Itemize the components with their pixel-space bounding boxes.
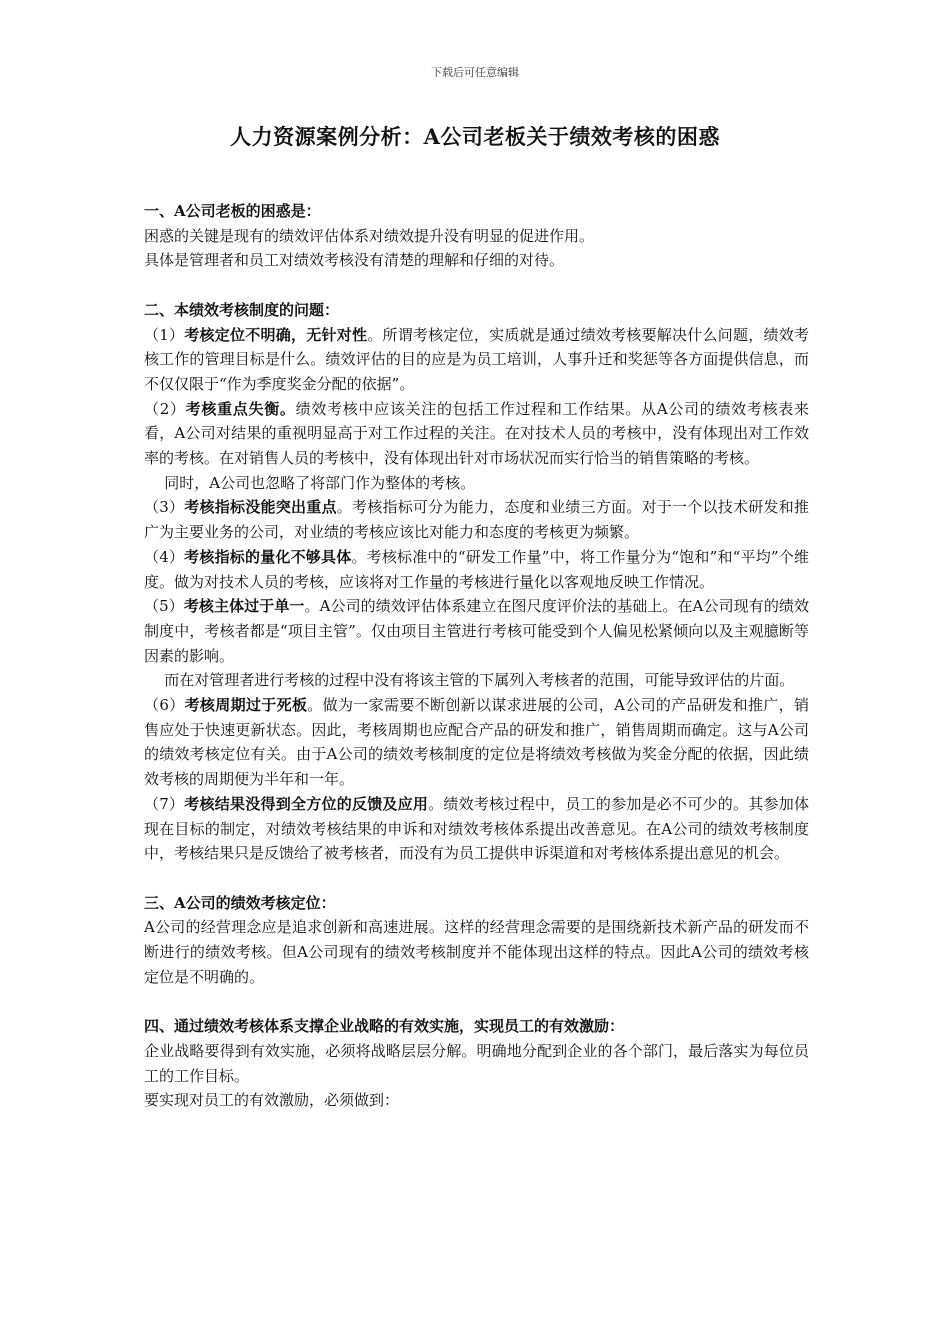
section-1-paragraph-1: 困惑的关键是现有的绩效评估体系对绩效提升没有明显的促进作用。 — [144, 226, 595, 245]
issue-text: 。绩效考核过程中，员工的参加是必不可少的。其参加体现在目标的制定，对绩效考核结果的申诉和对绩效考核体系提出改善意见。在A公司的绩效考核制度中，考核结果只是反馈给了被考核者，而没有为员工提供申诉渠道和对考核体系提出意见的机会。 — [144, 794, 809, 863]
issue-text: 。所谓考核定位，实质就是通过绩效考核要解决什么问题，绩效考核工作的管理目标是什么。绩效评估的目的应是为员工培训，人事升迁和奖惩等各方面提供信息，而不仅仅限于“作为季度奖金分配的依据”。 — [144, 325, 809, 393]
issue-text: 。考核标准中的“研发工作量”中，将工作量分为“饱和”和“平均”个维度。做为对技术人员的考核，应该将对工作量的考核进行量化以客观地反映工作情况。 — [144, 547, 810, 591]
issue-number: （7） — [144, 794, 185, 813]
section-3-paragraph-1: A公司的经营理念应是追求创新和高速进展。这样的经营理念需要的是围绕新技术新产品的研发而不断进行的绩效考核。但A公司现有的绩效考核制度并不能体现出这样的特点。因此A公司的绩效考核定位是不明确的。 — [144, 918, 809, 986]
section-2-heading: 二、本绩效考核制度的问题： — [144, 300, 340, 319]
issue-number: （2） — [144, 399, 186, 418]
section-3-heading: 三、A公司的绩效考核定位： — [144, 893, 336, 912]
issue-number: （4） — [144, 547, 185, 566]
issue-item-4 — [144, 545, 809, 594]
issue-text: 。A公司的绩效评估体系建立在图尺度评价法的基础上。在A公司现有的绩效制度中，考核者都是“项目主管”。仅由项目主管进行考核可能受到个人偏见松紧倾向以及主观臆断等因素的影响。 — [144, 597, 809, 665]
issue-title: 考核指标没能突出重点 — [184, 498, 337, 517]
issue-text: 绩效考核中应该关注的包括工作过程和工作结果。从A公司的绩效考核表来看，A公司对结果的重视明显高于对工作过程的关注。在对技术人员的考核中，没有体现出对工作效率的考核。在对销售人员的考核中，没有体现出针对市场状况而实行恰当的销售策略的考核。 — [144, 399, 809, 468]
issue-item-6 — [144, 693, 809, 792]
issue-item-3 — [144, 495, 809, 544]
issue-number: （3） — [144, 498, 185, 517]
issue-title: 考核重点失衡。 — [185, 399, 296, 418]
section-4-heading: 四、通过绩效考核体系支撑企业战略的有效实施，实现员工的有效激励： — [144, 1017, 625, 1036]
issue-number: （1） — [144, 325, 185, 344]
section-1-heading: 一、A公司老板的困惑是： — [144, 202, 321, 220]
issue-item-5 — [144, 594, 809, 668]
issue-title: 考核主体过于单一 — [183, 597, 305, 616]
section-4-paragraph-1: 企业战略要得到有效实施，必须将战略层层分解。明确地分配到企业的各个部门，最后落实为每位员工的工作目标。 — [144, 1041, 809, 1085]
issue-text: 。做为一家需要不断创新以谋求进展的公司，A公司的产品研发和推广，销售应处于快速更新状态。因此，考核周期也应配合产品的研发和推广，销售周期而确定。这与A公司的绩效考核定位有关。由于A公司的绩效考核制度的定位是将绩效考核做为奖金分配的依据，因此绩效考核的周期便为半年和一年。 — [144, 696, 809, 789]
issue-item-2 — [144, 397, 809, 471]
issue-title: 考核指标的量化不够具体 — [184, 547, 352, 566]
issue-title: 考核周期过于死板 — [184, 696, 308, 715]
document-title: 人力资源案例分析：A公司老板关于绩效考核的困惑 — [230, 124, 720, 149]
issue-2-note: 同时，A公司也忽略了将部门作为整体的考核。 — [164, 473, 476, 492]
issue-text: 。考核指标可分为能力，态度和业绩三方面。对于一个以技术研发和推广为主要业务的公司，对业绩的考核应该比对能力和态度的考核更为频繁。 — [144, 498, 809, 542]
issue-item-7 — [144, 792, 809, 866]
issue-5-note: 而在对管理者进行考核的过程中没有将该主管的下属列入考核者的范围，可能导致评估的片面。 — [164, 671, 795, 690]
document-body — [144, 199, 809, 1113]
section-4-paragraph-2: 要实现对员工的有效激励，必须做到： — [144, 1091, 400, 1110]
page-header: 下载后可任意编辑 — [431, 66, 519, 79]
issue-number: （5） — [144, 597, 184, 616]
section-1-paragraph-2: 具体是管理者和员工对绩效考核没有清楚的理解和仔细的对待。 — [144, 251, 565, 270]
issue-item-1 — [144, 323, 809, 397]
issue-title: 考核结果没得到全方位的反馈及应用 — [184, 794, 429, 813]
issue-title: 考核定位不明确，无针对性 — [184, 325, 368, 344]
issue-number: （6） — [144, 696, 185, 715]
